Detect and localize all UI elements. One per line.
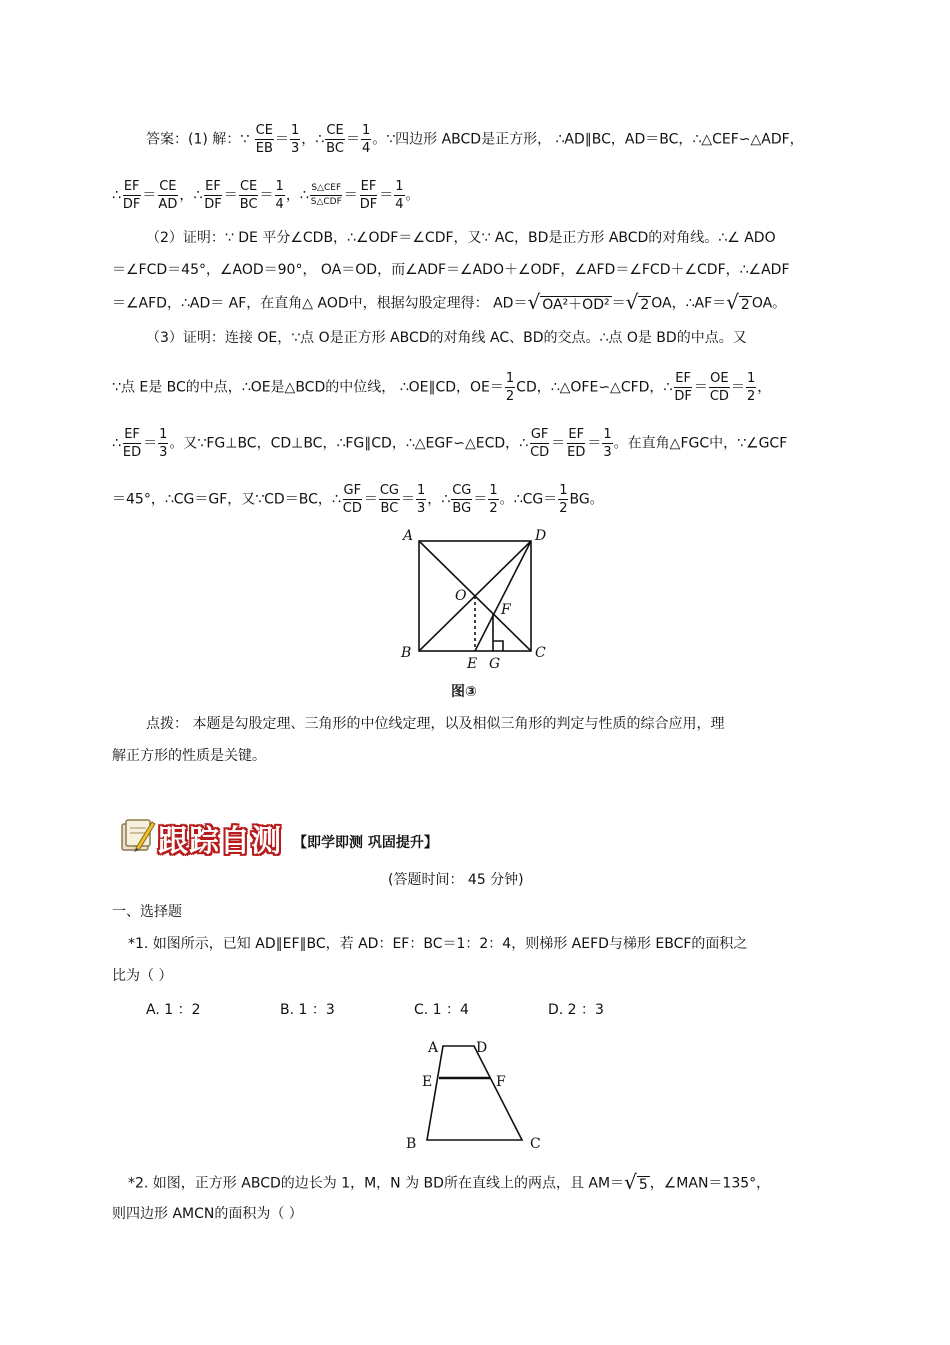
fraction-ef-df: $\frac{EF}{DF}$ <box>122 179 141 212</box>
fraction-1-4: $\frac{1}{4}$ <box>361 123 371 156</box>
fraction-gf-cd-b: $\frac{GF}{CD}$ <box>342 483 362 516</box>
answer-line-6: （3）证明：连接 OE，∵点 O是正方形 ABCD的对角线 AC、BD的交点。∴点 O是 BD的中点。又 <box>146 330 747 346</box>
radical-oa-od: √ OA²＋OD² <box>527 290 610 314</box>
answer-line-8: ∴ $\frac{EF}{ED}$ ＝ $\frac{1}{3}$ 。又∵FG⊥BC，CD⊥BC，∴FG∥CD，∴△EGF∽△ECD，∴ $\frac{GF}{CD}$ ＝ $\frac{EF}{ED}$ ＝ $\frac{1}{3}$ 。在直角△FGC中，∵∠GCF <box>112 427 788 460</box>
fig3-label-d: D <box>535 528 547 544</box>
fig3-label-a: A <box>403 528 414 544</box>
q1-option-c[interactable]: C. 1 ：4 <box>414 1002 469 1018</box>
fraction-ef-df-2: $\frac{EF}{DF}$ <box>204 179 222 212</box>
q1-line-2: 比为（ ） <box>112 968 173 984</box>
fig3-label-f: F <box>501 602 511 618</box>
fraction-1-2-c: $\frac{1}{2}$ <box>489 483 498 516</box>
section-heading: 一、选择题 <box>112 904 182 920</box>
fraction-area-ratio: $\frac{\text{S△CEF}}{\text{S△CDF}}$ <box>310 183 342 207</box>
fraction-1-2-b: $\frac{1}{2}$ <box>746 371 756 404</box>
answer-line-9: ＝45°，∴CG＝GF，又∵CD＝BC，∴ $\frac{GF}{CD}$ ＝ $\frac{CG}{BC}$ ＝ $\frac{1}{3}$ ，∴ $\frac{CG}{BG}$ ＝ $\frac{1}{2}$ 。∴CG＝ $\frac{1}{2}$ BG。 <box>112 483 604 516</box>
trap-label-d: D <box>476 1040 488 1056</box>
fraction-gf-cd: $\frac{GF}{CD}$ <box>530 427 550 460</box>
q1-option-b[interactable]: B. 1 ：3 <box>280 1002 335 1018</box>
tip-line-2: 解正方形的性质是关键。 <box>112 748 266 764</box>
fraction-1-2-d: $\frac{1}{2}$ <box>559 483 568 516</box>
radical-2: √ 2 <box>625 290 650 314</box>
answer-line-7: ∵点 E是 BC的中点，∴OE是△BCD的中位线， ∴OE∥CD，OE＝ $\frac{1}{2}$ CD，∴△OFE∽△CFD，∴ $\frac{EF}{DF}$ ＝ $\frac{OE}{CD}$ ＝ $\frac{1}{2}$ ， <box>112 371 772 404</box>
fraction-ef-ed-b: $\frac{EF}{ED}$ <box>567 427 586 460</box>
answer-line-4: ＝∠FCD＝45°，∠AOD＝90°， OA＝OD，而∠ADF＝∠ADO＋∠ODF，∠AFD＝∠FCD＋∠CDF，∴∠ADF <box>112 262 790 278</box>
fraction-1-3-d: $\frac{1}{3}$ <box>417 483 426 516</box>
banner-subtitle: 【即学即测 巩固提升】 <box>293 835 438 851</box>
trap-label-e: E <box>422 1074 433 1090</box>
figure-trapezoid <box>400 1036 550 1156</box>
fig3-label-e: E <box>467 656 478 672</box>
trap-label-b: B <box>406 1136 417 1152</box>
q2-line-2: 则四边形 AMCN的面积为（ ） <box>112 1206 303 1222</box>
trap-label-f: F <box>496 1074 506 1090</box>
fig3-label-o: O <box>455 588 467 604</box>
section-banner <box>118 812 478 858</box>
fraction-ce-bc-2: $\frac{CE}{BC}$ <box>239 179 258 212</box>
fraction-oe-cd: $\frac{OE}{CD}$ <box>709 371 729 404</box>
fig3-label-g: G <box>489 656 501 672</box>
trap-label-a: A <box>428 1040 439 1056</box>
fraction-1-3-b: $\frac{1}{3}$ <box>159 427 168 460</box>
pencil-book-icon <box>118 814 156 854</box>
fraction-ef-df-3: $\frac{EF}{DF}$ <box>359 179 378 212</box>
fig3-caption: 图③ <box>451 684 477 700</box>
answer-line-3: （2）证明：∵ DE 平分∠CDB，∴∠ODF＝∠CDF，又∵ AC，BD是正方形 ABCD的对角线。∴∠ ADO <box>146 230 776 246</box>
q1-line-1: *1. 如图所示，已知 AD∥EF∥BC，若 AD：EF：BC＝1：2：4，则梯形 AEFD与梯形 EBCF的面积之 <box>128 936 748 952</box>
fraction-1-3-c: $\frac{1}{3}$ <box>603 427 612 460</box>
fig3-label-b: B <box>401 645 412 661</box>
fraction-ce-ad: $\frac{CE}{AD}$ <box>158 179 178 212</box>
fraction-cg-bg: $\frac{CG}{BG}$ <box>452 483 472 516</box>
answer-line-5: ＝∠AFD，∴AD＝ AF，在直角△ AOD中，根据勾股定理得： AD＝√ OA²＋OD² ＝√ 2 OA，∴AF＝√ 2 OA。 <box>112 290 787 314</box>
fraction-ce-bc: $\frac{CE}{BC}$ <box>326 123 344 156</box>
banner-title: 跟踪自测 <box>158 824 282 859</box>
q2-line-1: *2. 如图，正方形 ABCD的边长为 1，M，N 为 BD所在直线上的两点，且 AM＝√ 5 ，∠MAN＝135°， <box>128 1170 771 1194</box>
fraction-ef-ed: $\frac{EF}{ED}$ <box>122 427 142 460</box>
tip-line-1: 点拨： 本题是勾股定理、三角形的中位线定理，以及相似三角形的判定与性质的综合应用，理 <box>146 716 725 732</box>
fraction-1-2: $\frac{1}{2}$ <box>505 371 515 404</box>
q1-option-a[interactable]: A. 1 ：2 <box>146 1002 201 1018</box>
radical-5: √ 5 <box>624 1170 648 1194</box>
fraction-ce-eb: $\frac{CE}{EB}$ <box>255 123 273 156</box>
fraction-ef-df-4: $\frac{EF}{DF}$ <box>674 371 692 404</box>
fraction-1-4-3: $\frac{1}{4}$ <box>395 179 404 212</box>
time-note: (答题时间： 45 分钟) <box>388 872 524 888</box>
fraction-1-3: $\frac{1}{3}$ <box>290 123 300 156</box>
answer-line-2: ∴ $\frac{EF}{DF}$ ＝ $\frac{CE}{AD}$ ，∴ $\frac{EF}{DF}$ ＝ $\frac{CE}{BC}$ ＝ $\frac{1}{4}$ ，∴ $\frac{\text{S△CEF}}{\text{S△CDF}}$ ＝ $\frac{EF}{DF}$ ＝ $\frac{1}{4}$ 。 <box>112 179 420 212</box>
fig3-label-c: C <box>535 645 546 661</box>
fraction-1-4-2: $\frac{1}{4}$ <box>275 179 284 212</box>
answer-line-1: 答案：(1) 解：∵ $\frac{CE}{EB}$ ＝ $\frac{1}{3}$ ，∴ $\frac{CE}{BC}$ ＝ $\frac{1}{4}$ 。∵四边形 ABCD是正方形， ∴AD∥BC，AD＝BC，∴△CEF∽△ADF， <box>146 123 804 156</box>
radical-2b: √ 2 <box>726 290 750 314</box>
figure-3-square <box>395 522 565 702</box>
fraction-cg-bc: $\frac{CG}{BC}$ <box>379 483 400 516</box>
trap-label-c: C <box>530 1136 541 1152</box>
q1-option-d[interactable]: D. 2 ：3 <box>548 1002 604 1018</box>
